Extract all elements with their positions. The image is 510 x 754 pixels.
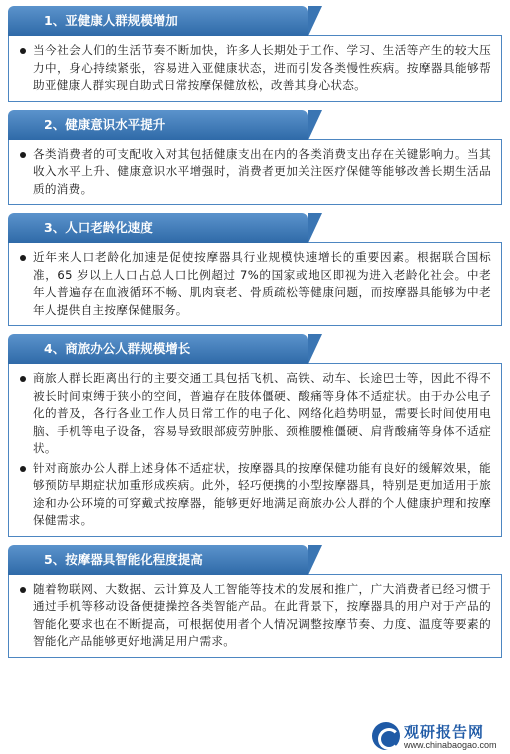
section-5 [8, 545, 502, 658]
section-3-body [8, 242, 502, 326]
brand-logo-icon [372, 722, 400, 750]
section-1 [8, 6, 502, 102]
brand-name: 观研报告网 [404, 723, 485, 741]
footer [0, 720, 510, 754]
section-4-body [8, 363, 502, 537]
section-1-title: 1、亚健康人群规模增加 [8, 6, 308, 36]
section-4-title: 4、商旅办公人群规模增长 [8, 334, 308, 364]
section-2 [8, 110, 502, 206]
brand-url[interactable]: www.chinabaogao.com [404, 740, 497, 750]
section-2-body [8, 139, 502, 206]
section-4 [8, 334, 502, 537]
section-2-title: 2、健康意识水平提升 [8, 110, 308, 140]
section-3-paragraph-1: 近年来人口老龄化加速是促使按摩器具行业规模快速增长的重要因素。根据联合国标准，65 岁以上人口占总人口比例超过 7%的国家或地区即视为进入老龄化社会。中老年人普遍存在血液循环不畅、肌肉衰老、骨质疏松等健康问题，而按摩器具能够为中老年人提供自主按摩保健服务。 [19, 249, 491, 319]
section-1-body [8, 35, 502, 102]
section-3 [8, 213, 502, 326]
section-5-body [8, 574, 502, 658]
section-4-paragraph-2: 针对商旅办公人群上述身体不适症状，按摩器具的按摩保健功能有良好的缓解效果，能够预防早期症状加重形成疾病。此外，轻巧便携的小型按摩器具，特别是更加适用于旅途和办公环境的可穿戴式按摩器，能够更好地满足商旅办公人群的个人健康护理和按摩保健需求。 [19, 460, 491, 530]
section-5-paragraph-1: 随着物联网、大数据、云计算及人工智能等技术的发展和推广，广大消费者已经习惯于通过手机等移动设备便捷操控各类智能产品。在此背景下，按摩器具的用户对于产品的智能化要求也在不断提高，可根据使用者个人情况调整按摩节奏、力度、温度等要素的智能化产品能够更好地满足用户需求。 [19, 581, 491, 651]
section-5-title: 5、按摩器具智能化程度提高 [8, 545, 308, 575]
section-3-title: 3、人口老龄化速度 [8, 213, 308, 243]
section-4-paragraph-1: 商旅人群长距离出行的主要交通工具包括飞机、高铁、动车、长途巴士等，因此不得不被长时间束缚于狭小的空间，普遍存在肢体僵硬、酸痛等身体不适症状。由于办公电子化的普及，各行各业工作人员日常工作的电子化、网络化趋势明显，需要长时间使用电脑、手机等电子设备，容易导致眼部疲劳肿胀、颈椎腰椎僵硬、肩背酸痛等身体不适症状。 [19, 370, 491, 458]
section-1-paragraph-1: 当今社会人们的生活节奏不断加快，许多人长期处于工作、学习、生活等产生的较大压力中，身心持续紧张，容易进入亚健康状态，进而引发各类慢性疾病。按摩器具能够帮助亚健康人群实现自助式日常按摩保健放松，改善其身心状态。 [19, 42, 491, 95]
document [8, 6, 502, 666]
section-2-paragraph-1: 各类消费者的可支配收入对其包括健康支出在内的各类消费支出存在关键影响力。当其收入水平上升、健康意识水平增强时，消费者更加关注医疗保健等能够改善长期生活品质的消费。 [19, 146, 491, 199]
